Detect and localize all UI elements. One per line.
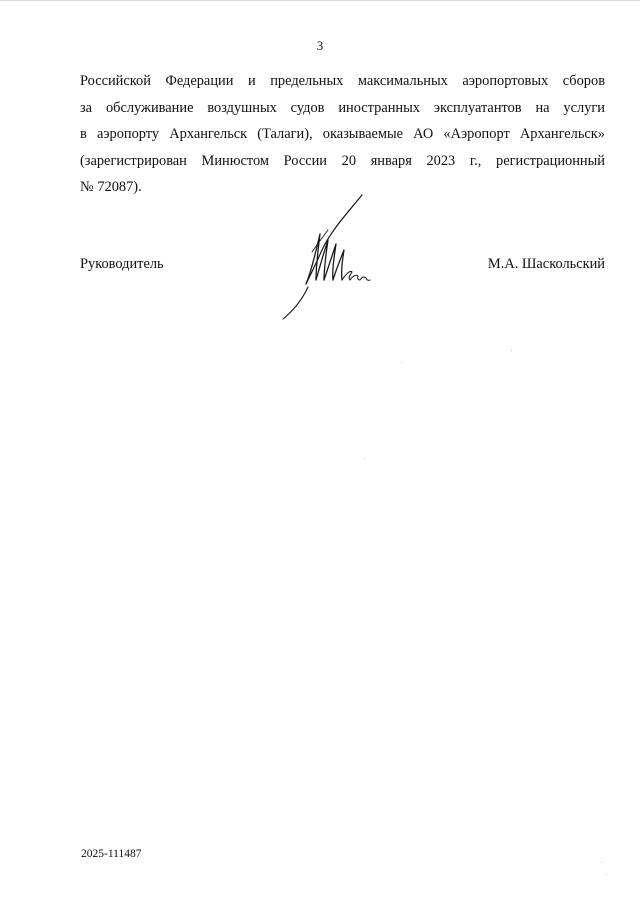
- body-line: в аэропорту Архангельск (Талаги), оказываемые АО «Аэропорт Архангельск»: [80, 126, 605, 143]
- scan-speck: [606, 874, 607, 875]
- handwritten-signature: [278, 192, 374, 322]
- scan-speck: [601, 862, 602, 863]
- body-line: № 72087).: [80, 179, 142, 196]
- body-paragraph: [80, 68, 605, 201]
- body-line: (зарегистрирован Минюстом России 20 января 2023 г., регистрационный: [80, 152, 605, 169]
- signatory-name: М.А. Шаскольский: [487, 256, 605, 272]
- page-number: 3: [316, 38, 324, 53]
- scan-speck: [364, 458, 365, 459]
- position-title: Руководитель: [80, 256, 164, 272]
- scan-speck: [401, 362, 402, 363]
- document-code: 2025-111487: [81, 848, 142, 860]
- scan-speck: [511, 350, 512, 351]
- body-line: за обслуживание воздушных судов иностранных эксплуатантов на услуги: [80, 99, 605, 116]
- page-top-edge: [0, 0, 640, 1]
- body-line: Российской Федерации и предельных максимальных аэропортовых сборов: [80, 73, 605, 89]
